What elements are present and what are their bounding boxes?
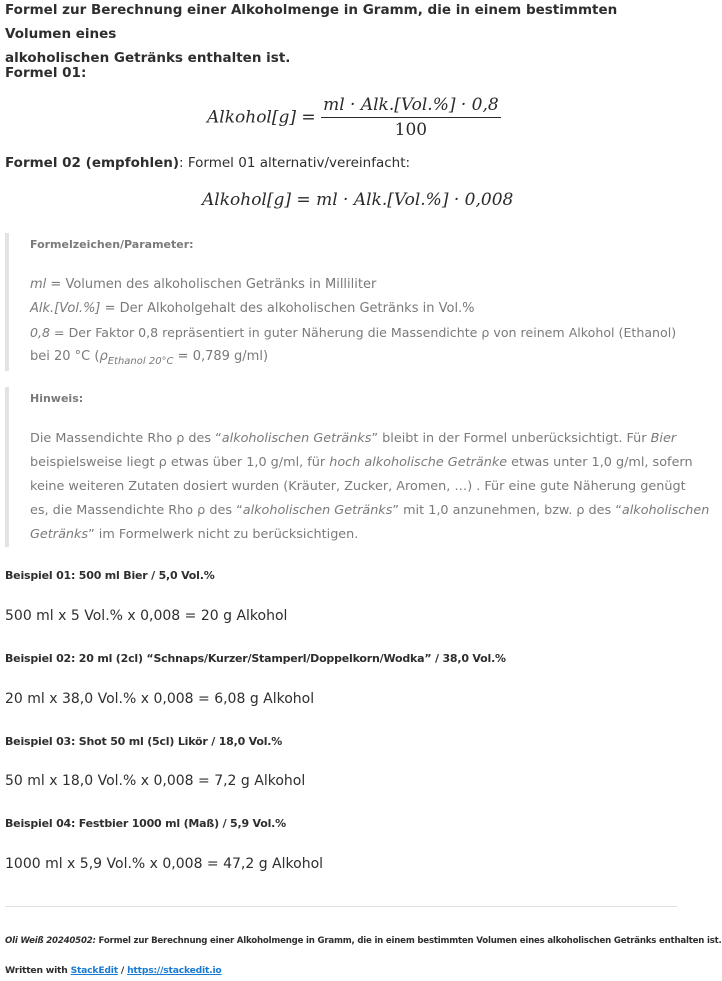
formel01-fraction [321, 95, 501, 140]
formel02-equation: Alkohol[g] = ml · Alk.[Vol.%] · 0,008 [202, 190, 514, 210]
formel01-lhs: Alkohol[g] = [207, 107, 316, 128]
example-4-calc: 1000 ml x 5,9 Vol.% x 0,008 = 47,2 g Alkohol [5, 856, 324, 872]
example-3-title: Beispiel 03: Shot 50 ml (5cl) Likör / 18,0 Vol.% [5, 735, 283, 748]
footer-author: Oli Weiß 20240502: [5, 936, 96, 946]
footer-note [5, 936, 722, 946]
formel01-denominator: 100 [394, 120, 428, 140]
example-1-calc: 500 ml x 5 Vol.% x 0,008 = 20 g Alkohol [5, 608, 288, 624]
stackedit-url-link[interactable]: https://stackedit.io [127, 965, 222, 976]
example-1-title: Beispiel 01: 500 ml Bier / 5,0 Vol.% [5, 569, 215, 582]
hinweis-blockquote [5, 387, 710, 547]
footer-text: Formel zur Berechnung einer Alkoholmenge in Gramm, die in einem bestimmten Volumen eines alkoholischen Getränks enthalten ist. [95, 936, 722, 946]
intro-heading [5, 0, 665, 70]
intro-line-1: Formel zur Berechnung einer Alkoholmenge in Gramm, die in einem bestimmten Volumen eines [5, 2, 618, 42]
parameter-factor: 0,8 = Der Faktor 0,8 repräsentiert in guter Näherung die Massendichte ρ von reinem Alkohol (Ethanol) [30, 325, 677, 340]
parameter-factor-cont: bei 20 °C ($\rho_{Ethanol 20^\circ C} = 0,789$ g/ml) [30, 349, 269, 367]
parameter-blockquote [5, 233, 676, 371]
parameter-ml: ml = Volumen des alkoholischen Getränks in Milliliter [30, 277, 377, 292]
hinweis-body: Die Massendichte Rho ρ des “alkoholischen Getränks” bleibt in der Formel unberücksichtigt. Für Bier beispielsweise liegt ρ etwas über 1,0 g/ml, für hoch alkoholische Getränke etwas unter 1,0 g/ml, sofern keine weiteren Zutaten dosiert wurden (Kräuter, Zucker, Aromen, …) . Für eine gute Näherung genügt es, die Massendichte Rho ρ des “alkoholischen Getränks” mit 1,0 anzunehmen, bzw. ρ des “alkoholischen Getränks” im Formelwerk nicht zu berücksichtigen. [30, 431, 710, 542]
stackedit-link[interactable]: StackEdit [70, 965, 118, 976]
example-3-calc: 50 ml x 18,0 Vol.% x 0,008 = 7,2 g Alkohol [5, 773, 306, 789]
formel01-numerator: ml · Alk.[Vol.%] · 0,8 [321, 95, 501, 118]
intro-line-2: alkoholischen Getränks enthalten ist. [5, 50, 291, 66]
formel02-label-bold: Formel 02 (empfohlen) [5, 155, 180, 171]
hinweis-title: Hinweis: [30, 392, 84, 405]
footer-written-with: Written with StackEdit / https://stackedit.io [5, 965, 222, 976]
parameter-body [30, 273, 676, 374]
formel01-label: Formel 01: [5, 65, 87, 81]
parameter-alk: Alk.[Vol.%] = Der Alkoholgehalt des alkoholischen Getränks in Vol.% [30, 301, 475, 316]
example-2-title: Beispiel 02: 20 ml (2cl) “Schnaps/Kurzer/Stamperl/Doppelkorn/Wodka” / 38,0 Vol.% [5, 652, 506, 665]
example-2-calc: 20 ml x 38,0 Vol.% x 0,008 = 6,08 g Alkohol [5, 691, 315, 707]
footer-divider [5, 906, 677, 907]
example-4-title: Beispiel 04: Festbier 1000 ml (Maß) / 5,9 Vol.% [5, 817, 286, 830]
parameter-title: Formelzeichen/Parameter: [30, 238, 194, 251]
formel02-label [5, 153, 410, 173]
formel01-equation [207, 95, 501, 140]
formel02-label-rest: : Formel 01 alternativ/vereinfacht: [179, 155, 411, 171]
